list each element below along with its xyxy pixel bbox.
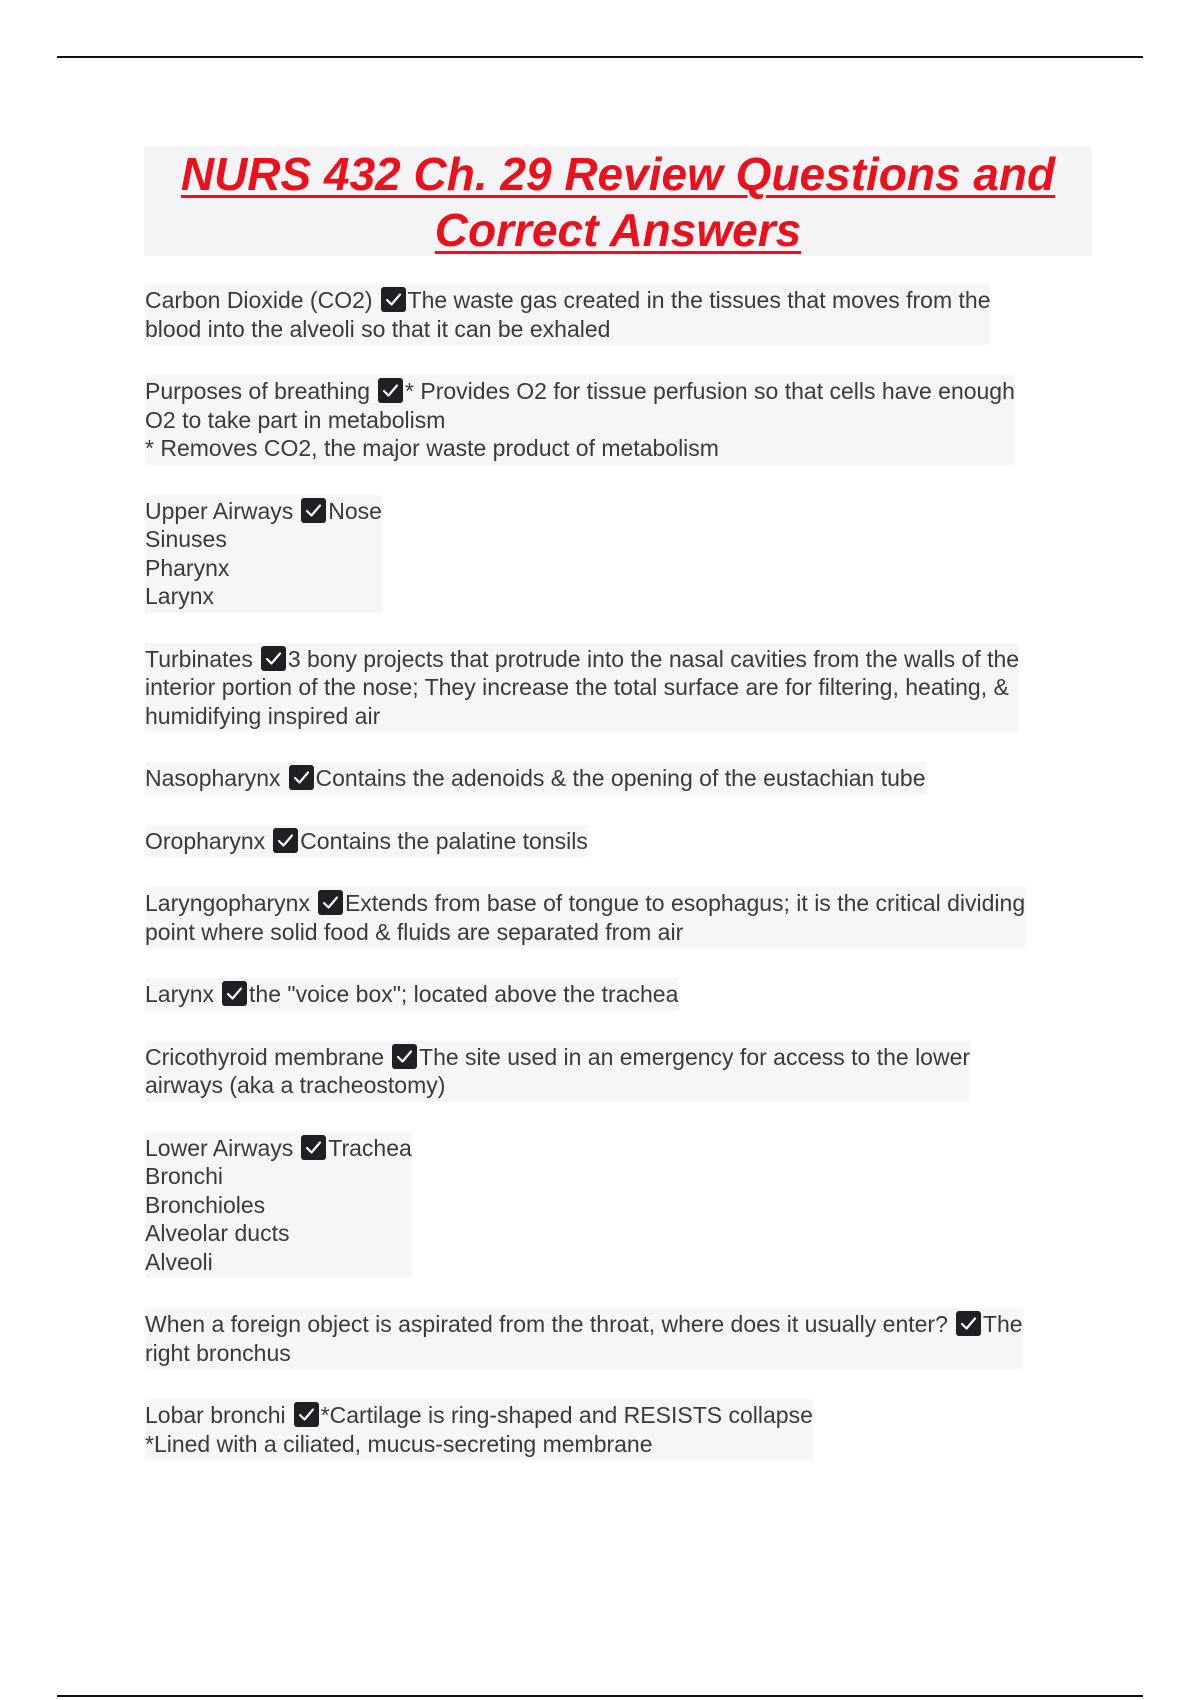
- flashcard-entry: [145, 643, 1019, 733]
- flashcard-entry: [145, 375, 1015, 465]
- flashcard-entry: [145, 887, 1025, 948]
- entry-answer: Contains the palatine tonsils: [300, 827, 588, 854]
- flashcard-entry: [145, 1399, 813, 1460]
- entry-term: Oropharynx: [145, 827, 266, 854]
- checkmark-box-icon: [289, 765, 314, 790]
- checkmark-box-icon: [301, 498, 326, 523]
- entry-answer: The waste gas created in the tissues that moves from the blood into the alveoli so that it can be exhaled: [145, 287, 991, 342]
- entry-term: Upper Airways: [145, 497, 294, 524]
- entry-answer: Extends from base of tongue to esophagus; it is the critical dividing point where solid food & fluids are separated from air: [145, 890, 1026, 945]
- entry-answer: The right bronchus: [145, 1311, 1023, 1366]
- entry-term: Cricothyroid membrane: [145, 1043, 385, 1070]
- entry-term: Lobar bronchi: [145, 1402, 286, 1428]
- entry-term: Larynx: [145, 981, 215, 1007]
- entry-answer: Nose Sinuses Pharynx Larynx: [145, 497, 382, 609]
- title-line-2: Correct Answers: [434, 204, 802, 256]
- checkmark-box-icon: [222, 981, 247, 1006]
- entry-term: Nasopharynx: [145, 765, 281, 791]
- checkmark-box-icon: [392, 1044, 417, 1069]
- checkmark-box-icon: [273, 828, 298, 853]
- flashcard-list: [145, 284, 1085, 1490]
- top-divider: [57, 56, 1143, 58]
- entry-answer: the "voice box"; located above the trachea: [249, 981, 679, 1007]
- entry-answer: The site used in an emergency for access to the lower airways (aka a tracheostomy): [145, 1043, 971, 1098]
- document-title: [144, 146, 1092, 256]
- entry-term: Laryngopharynx: [145, 890, 310, 916]
- flashcard-entry: [145, 825, 588, 858]
- flashcard-entry: [145, 1132, 412, 1279]
- checkmark-box-icon: [301, 1135, 326, 1160]
- entry-answer: * Provides O2 for tissue perfusion so that cells have enough O2 to take part in metabolism * Removes CO2, the major waste product of metabolism: [145, 378, 1015, 461]
- checkmark-box-icon: [381, 287, 406, 312]
- entry-term: When a foreign object is aspirated from the throat, where does it usually enter?: [145, 1311, 948, 1337]
- entry-term: Carbon Dioxide (CO2): [145, 287, 373, 313]
- checkmark-box-icon: [378, 378, 403, 403]
- entry-term: Lower Airways: [145, 1134, 294, 1161]
- flashcard-entry: [145, 978, 678, 1011]
- entry-answer: *Cartilage is ring-shaped and RESISTS collapse *Lined with a ciliated, mucus-secreting membrane: [145, 1402, 813, 1457]
- title-line-1: NURS 432 Ch. 29 Review Questions and: [180, 148, 1056, 200]
- entry-term: Turbinates: [145, 645, 253, 672]
- flashcard-entry: [145, 495, 382, 613]
- flashcard-entry: [145, 1041, 970, 1102]
- checkmark-box-icon: [261, 646, 286, 671]
- entry-answer: 3 bony projects that protrude into the nasal cavities from the walls of the interior portion of the nose; They increase the total surface are for filtering, heating, & humidifying inspired air: [145, 645, 1020, 729]
- checkmark-box-icon: [318, 890, 343, 915]
- entry-answer: Trachea Bronchi Bronchioles Alveolar ducts Alveoli: [145, 1134, 412, 1275]
- flashcard-entry: [145, 762, 926, 795]
- bottom-divider: [57, 1695, 1143, 1697]
- entry-answer: Contains the adenoids & the opening of the eustachian tube: [315, 765, 926, 791]
- flashcard-entry: [145, 284, 990, 345]
- checkmark-box-icon: [294, 1402, 319, 1427]
- entry-term: Purposes of breathing: [145, 378, 371, 404]
- checkmark-box-icon: [956, 1311, 981, 1336]
- flashcard-entry: [145, 1308, 1023, 1369]
